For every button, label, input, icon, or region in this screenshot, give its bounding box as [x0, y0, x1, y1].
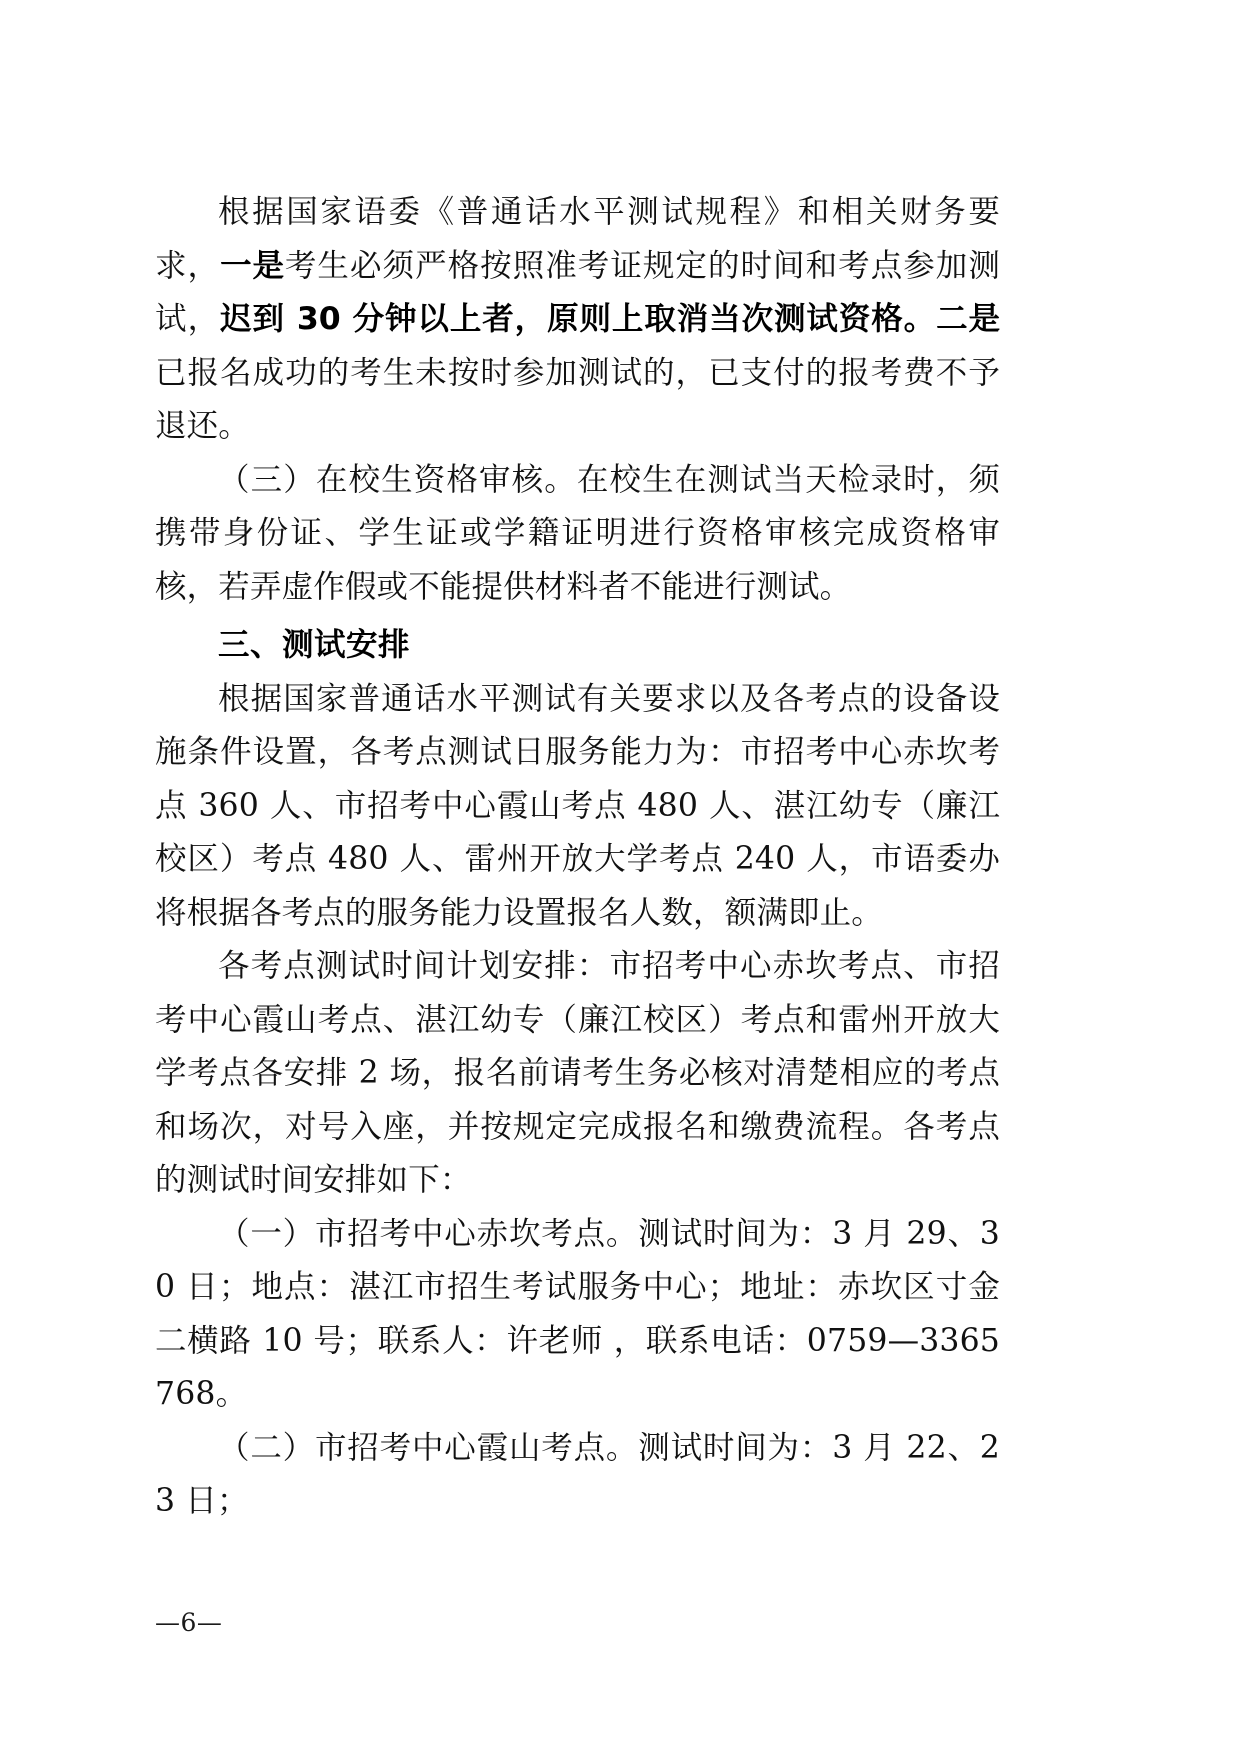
page-number-footer	[155, 1608, 1085, 1637]
spacer	[155, 614, 1000, 617]
paragraph-site-chikan	[155, 1208, 1000, 1422]
text-run: （一）市招考中心赤坎考点。测试时间为：3 月 29、30 日；地点：湛江市招生考试服务中心；地址：赤坎区寸金二横路 10 号；联系人：许老师 ，联系电话：0759—3365768。	[155, 1215, 1000, 1412]
text-run: 考生必须严格按照准考证规定的时间和考点参加测试，	[155, 247, 1000, 337]
text-run: 根据国家普通话水平测试有关要求以及各考点的设备设施条件设置，各考点测试日服务能力为：市招考中心赤坎考点 360 人、市招考中心霞山考点 480 人、湛江幼专（廉江校区）考点 480 人、雷州开放大学考点 240 人，市语委办将根据各考点的服务能力设置报名人数，额满即止。	[155, 680, 1000, 931]
document-body	[155, 186, 1000, 1529]
text-run: 各考点测试时间计划安排：市招考中心赤坎考点、市招考中心霞山考点、湛江幼专（廉江校区）考点和雷州开放大学考点各安排 2 场，报名前请考生务必核对清楚相应的考点和场次，对号入座，并按规定完成报名和缴费流程。各考点的测试时间安排如下：	[155, 948, 1000, 1198]
text-run: 已报名成功的考生未按时参加测试的，已支付的报考费不予退还。	[155, 354, 1000, 444]
paragraph-fee-rules	[155, 186, 1000, 454]
paragraph-student-verification	[155, 454, 1000, 615]
text-run-bold: 一是	[220, 247, 285, 284]
text-run-bold: 迟到 30 分钟以上者，原则上取消当次测试资格。二是	[220, 301, 1000, 337]
heading-test-arrangements	[155, 619, 1000, 673]
paragraph-capacity	[155, 673, 1000, 941]
text-run: 根据国家语委《普通话水平测试规程》和相关财务要求，	[155, 194, 1000, 284]
page-number: —6—	[155, 1608, 223, 1637]
paragraph-schedule-plan	[155, 940, 1000, 1208]
text-run: （三）在校生资格审核。在校生在测试当天检录时，须携带身份证、学生证或学籍证明进行资格审核完成资格审核，若弄虚作假或不能提供材料者不能进行测试。	[155, 461, 1000, 605]
heading-text: 三、测试安排	[218, 627, 411, 663]
text-run: （二）市招考中心霞山考点。测试时间为：3 月 22、23 日；	[155, 1429, 1000, 1519]
paragraph-site-xiashan	[155, 1422, 1000, 1529]
